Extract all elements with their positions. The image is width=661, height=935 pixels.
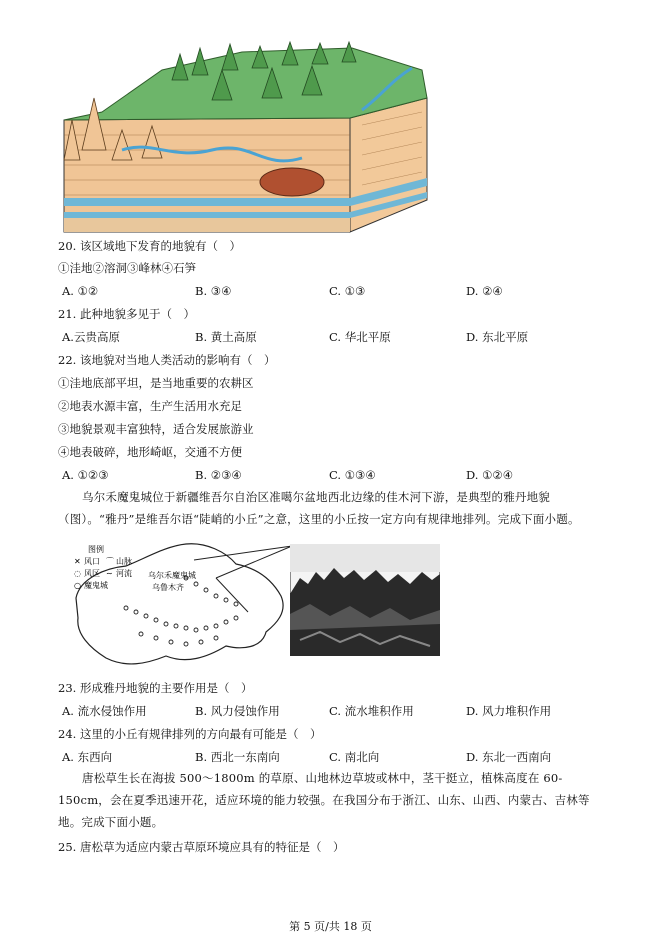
q22-item-3: ③地貌景观丰富独特，适合发展旅游业 xyxy=(58,422,254,436)
legend-devil-city: 魔鬼城 xyxy=(84,581,108,590)
karst-block-diagram xyxy=(62,40,440,238)
legend-wind-gap: 风口 xyxy=(84,557,100,566)
yardang-photo xyxy=(290,544,440,656)
q22-option-a[interactable]: A. ①②③ xyxy=(62,468,109,482)
wind-zone-symbol: ◌ xyxy=(74,569,81,578)
q21-option-d[interactable]: D. 东北平原 xyxy=(466,330,529,344)
passage-thalictrum-text: 唐松草生长在海拔 500～1800m 的草原、山地林边草坡或林中，茎干挺立，植株高度在 60-150cm，会在夏季迅速开花，适应环境的能力较强。在我国分布于浙江、山东、山西、内蒙古、吉林等地。完成下面小题。 xyxy=(58,771,590,829)
wind-gap-symbol: ✕ xyxy=(74,557,81,566)
q20-items: ①洼地②溶洞③峰林④石笋 xyxy=(58,261,196,275)
q22-item-1: ①洼地底部平坦，是当地重要的农耕区 xyxy=(58,376,254,390)
q24-option-c[interactable]: C. 南北向 xyxy=(329,750,380,764)
q22-option-d[interactable]: D. ①②④ xyxy=(466,468,514,482)
q22-item-2: ②地表水源丰富，生产生活用水充足 xyxy=(58,399,242,413)
q24-stem: 24. 这里的小丘有规律排列的方向最有可能是（ ） xyxy=(58,727,322,741)
river-symbol: ∼ xyxy=(106,569,113,578)
legend-river: 河流 xyxy=(116,569,132,578)
q21-option-a[interactable]: A.云贵高原 xyxy=(62,330,120,344)
passage-thalictrum xyxy=(58,767,606,833)
q23-option-a[interactable]: A. 流水侵蚀作用 xyxy=(62,704,147,718)
q21-option-b[interactable]: B. 黄土高原 xyxy=(195,330,257,344)
q24-option-d[interactable]: D. 东北一西南向 xyxy=(466,750,552,764)
q20-option-c[interactable]: C. ①③ xyxy=(329,284,366,298)
page-footer: 第 5 页/共 18 页 xyxy=(289,920,372,933)
q21-option-c[interactable]: C. 华北平原 xyxy=(329,330,391,344)
q23-option-b[interactable]: B. 风力侵蚀作用 xyxy=(195,704,280,718)
q24-option-b[interactable]: B. 西北一东南向 xyxy=(195,750,280,764)
passage-yardang-text: 乌尔禾魔鬼城位于新疆维吾尔自治区准噶尔盆地西北边缘的佳木河下游，是典型的雅丹地貌（图）。“雅丹”是维吾尔语“陡峭的小丘”之意，这里的小丘按一定方向有规律地排列。完成下面小题。 xyxy=(58,490,580,526)
q24-option-a[interactable]: A. 东西向 xyxy=(62,750,113,764)
passage-yardang xyxy=(58,486,606,530)
xinjiang-map xyxy=(66,538,296,674)
q20-option-d[interactable]: D. ②④ xyxy=(466,284,503,298)
map-legend-title: 图例 xyxy=(88,545,104,554)
label-urho-devil-city: 乌尔禾魔鬼城 xyxy=(148,571,196,580)
q21-stem: 21. 此种地貌多见于（ ） xyxy=(58,307,195,321)
q20-option-a[interactable]: A. ①② xyxy=(62,284,99,298)
label-urumqi: 乌鲁木齐 xyxy=(152,583,184,592)
q25-stem: 25. 唐松草为适应内蒙古草原环境应具有的特征是（ ） xyxy=(58,840,345,854)
q20-stem: 20. 该区域地下发育的地貌有（ ） xyxy=(58,239,241,253)
q22-option-c[interactable]: C. ①③④ xyxy=(329,468,376,482)
q23-stem: 23. 形成雅丹地貌的主要作用是（ ） xyxy=(58,681,253,695)
mountain-symbol: ⌒ xyxy=(106,557,114,566)
legend-wind-zone: 风区 xyxy=(84,569,100,578)
q22-stem: 22. 该地貌对当地人类活动的影响有（ ） xyxy=(58,353,276,367)
q22-item-4: ④地表破碎，地形崎岖，交通不方便 xyxy=(58,445,242,459)
q23-option-c[interactable]: C. 流水堆积作用 xyxy=(329,704,414,718)
q20-option-b[interactable]: B. ③④ xyxy=(195,284,232,298)
devil-city-symbol: ○ xyxy=(74,581,81,590)
q22-option-b[interactable]: B. ②③④ xyxy=(195,468,242,482)
q23-option-d[interactable]: D. 风力堆积作用 xyxy=(466,704,552,718)
legend-mountain: 山脉 xyxy=(116,557,132,566)
